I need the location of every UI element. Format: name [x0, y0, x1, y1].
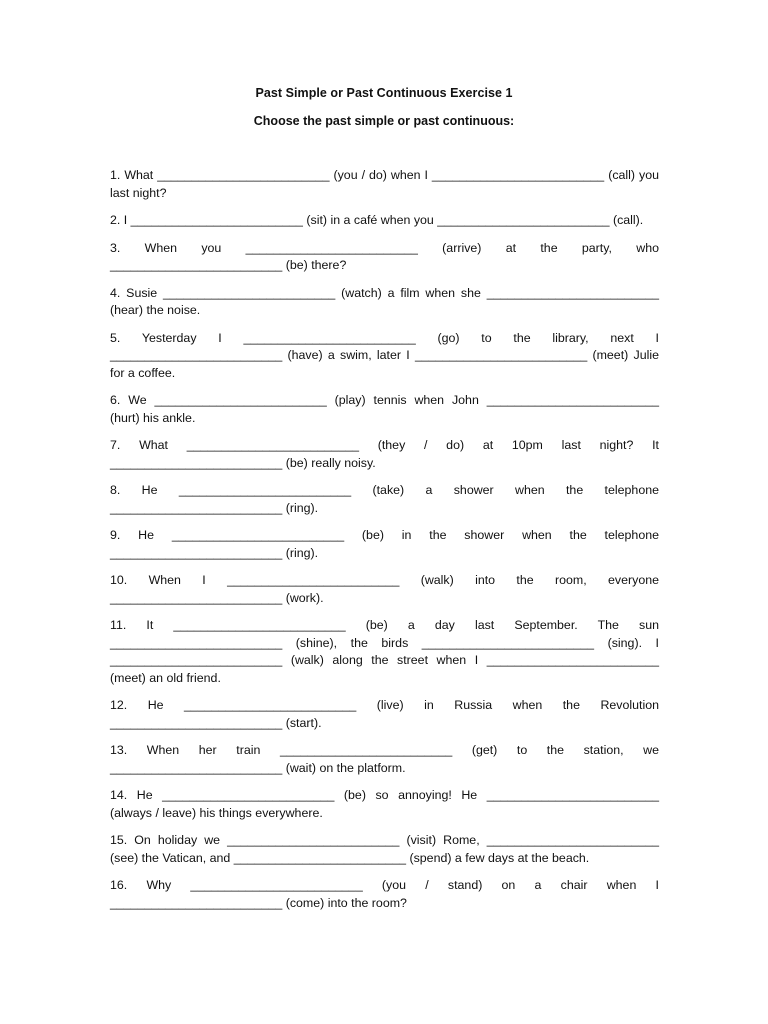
question-item: 10. When I _________________________ (walk) into the room, everyone _________________________ (work). — [110, 573, 659, 605]
question-item: 16. Why _________________________ (you / stand) on a chair when I _________________________ (come) into the room? — [110, 878, 659, 910]
page-title: Past Simple or Past Continuous Exercise 1 — [255, 86, 513, 100]
question-item: 1. What _________________________ (you / do) when I _________________________ (call) you last night? — [110, 168, 659, 200]
question-item: 7. What _________________________ (they / do) at 10pm last night? It _________________________ (be) really noisy. — [110, 438, 659, 470]
question-item: 6. We _________________________ (play) tennis when John _________________________ (hurt) his ankle. — [110, 393, 659, 425]
question-item: 14. He _________________________ (be) so annoying! He _________________________ (always / leave) his things everywhere. — [110, 788, 659, 820]
question-item: 8. He _________________________ (take) a shower when the telephone _________________________ (ring). — [110, 483, 659, 515]
question-item: 3. When you _________________________ (arrive) at the party, who _________________________ (be) there? — [110, 240, 659, 272]
question-item: 5. Yesterday I _________________________ (go) to the library, next I _________________________ (have) a swim, later I _________________________ (meet) Julie for a coffee. — [110, 330, 659, 380]
instructions: Choose the past simple or past continuous: — [253, 114, 515, 128]
question-item: 9. He _________________________ (be) in the shower when the telephone _________________________ (ring). — [110, 528, 659, 560]
question-item: 13. When her train _________________________ (get) to the station, we _________________________ (wait) on the platform. — [110, 743, 659, 775]
question-item: 4. Susie _________________________ (watch) a film when she _________________________ (hear) the noise. — [110, 285, 659, 317]
question-list — [110, 167, 659, 922]
question-item: 2. I _________________________ (sit) in a café when you _________________________ (call). — [110, 213, 644, 227]
question-item: 11. It _________________________ (be) a day last September. The sun _________________________ (shine), the birds _________________________ (sing). I _________________________ (walk) along the street when I _________________________ (meet) an old friend. — [110, 618, 659, 685]
question-item: 12. He _________________________ (live) in Russia when the Revolution _________________________ (start). — [110, 698, 659, 730]
question-item: 15. On holiday we _________________________ (visit) Rome, _________________________ (see) the Vatican, and _________________________ (spend) a few days at the beach. — [110, 833, 659, 865]
